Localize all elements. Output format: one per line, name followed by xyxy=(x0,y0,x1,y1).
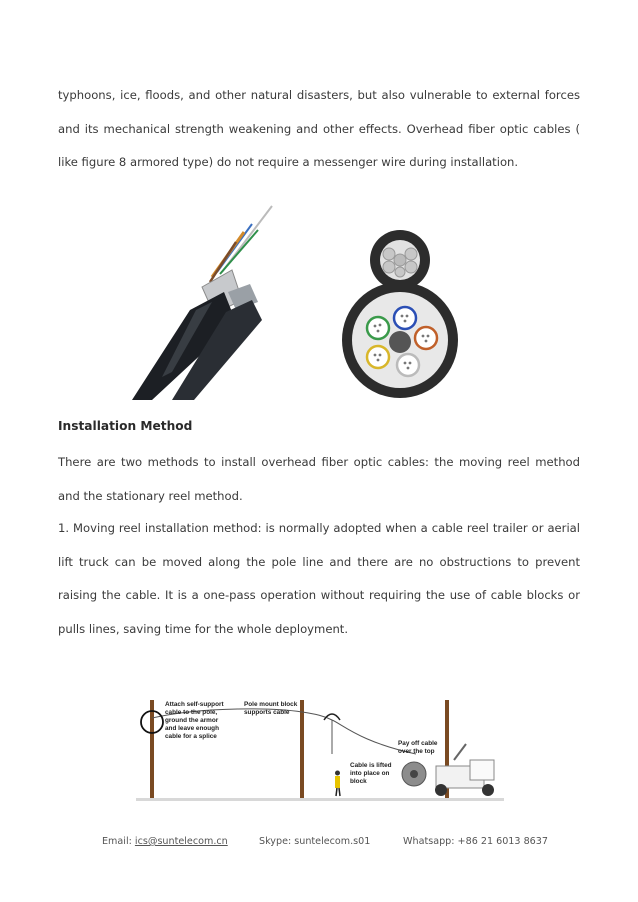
cable-cross-section xyxy=(340,230,460,400)
label-lifted: Cable is lifted into place on block xyxy=(350,762,392,785)
label-pole-mount: Pole mount block supports cable xyxy=(244,701,298,716)
footer-whatsapp: Whatsapp: +86 21 6013 8637 xyxy=(403,836,548,847)
ground-line xyxy=(136,798,504,801)
paragraph-moving-reel: 1. Moving reel installation method: is normally adopted when a cable reel trailer or aerial lift truck can be moved along the pole line and there are no obstructions to prevent raising the cable. It is a one-pass operation without requiring the use of cable blocks or pulls lines, saving time for the whole deployment. xyxy=(58,521,580,636)
central-strength-member xyxy=(389,331,411,353)
pole-2 xyxy=(300,700,304,798)
paragraph-intro: typhoons, ice, floods, and other natural disasters, but also vulnerable to external forces and its mechanical strength weakening and other effects. Overhead fiber optic cables ( like figure 8 armored type) do not require a messenger wire during installation. xyxy=(58,88,580,169)
footer-email: Email: ics@suntelecom.cn xyxy=(102,836,228,847)
label-pay-off: Pay off cable over the top xyxy=(398,740,438,755)
pole-1 xyxy=(150,700,154,798)
installation-diagram xyxy=(136,694,504,802)
section-heading: Installation Method xyxy=(58,419,193,433)
label-attach: Attach self-support cable to the pole, ground the armor and leave enough cable for a splice xyxy=(165,701,224,740)
paragraph-methods: There are two methods to install overhead fiber optic cables: the moving reel method and the stationary reel method. xyxy=(58,455,580,503)
footer-skype: Skype: suntelecom.s01 xyxy=(259,836,371,847)
email-link[interactable]: ics@suntelecom.cn xyxy=(134,836,228,847)
pole-mount-block xyxy=(324,714,340,720)
figure-8-cable-photo xyxy=(132,202,292,400)
worker xyxy=(335,776,340,788)
